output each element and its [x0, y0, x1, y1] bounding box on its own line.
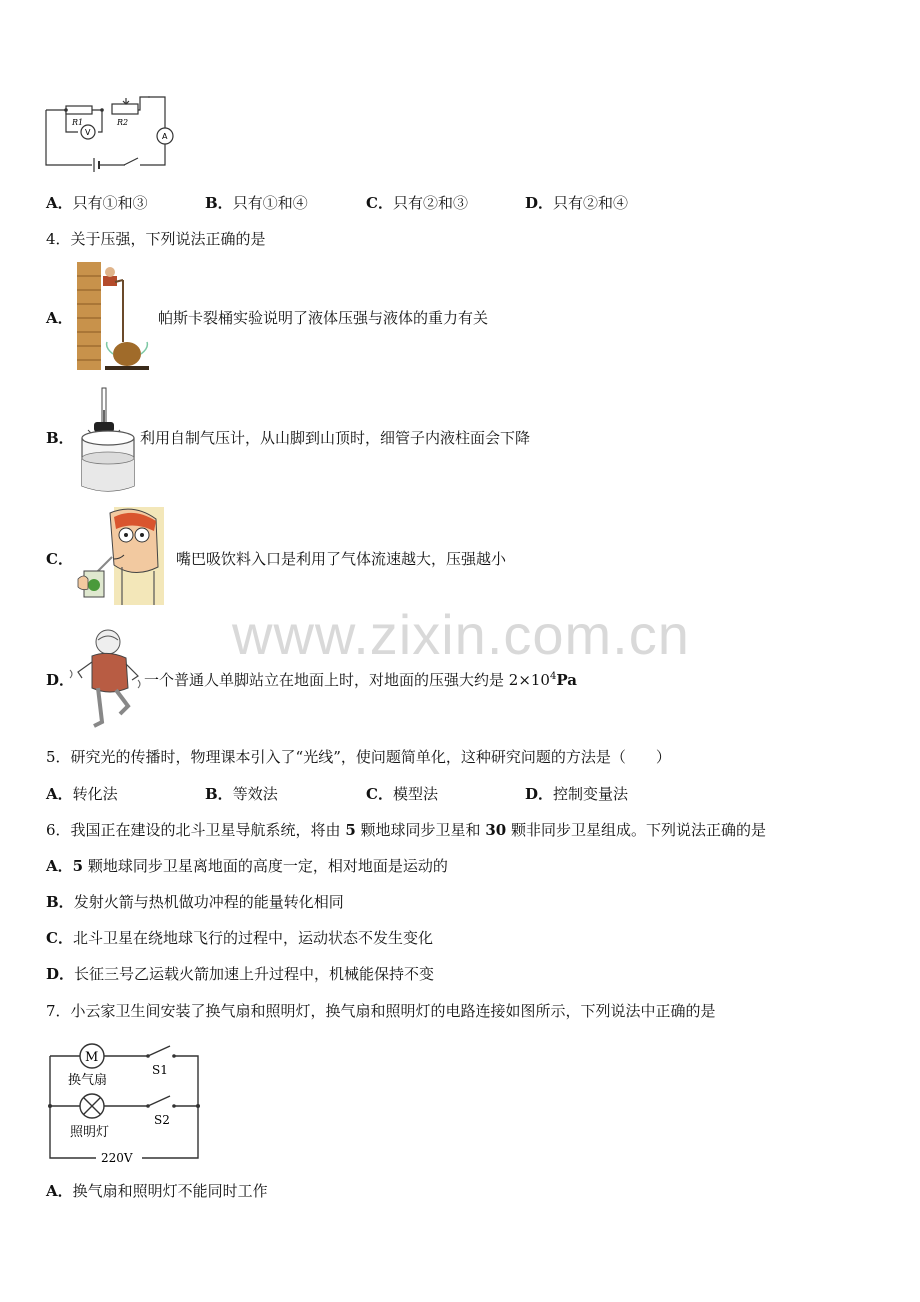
- q3-option-d: D．只有②和④: [525, 194, 629, 212]
- q5-stem: 5．研究光的传播时，物理课本引入了“光线”，使问题简单化，这种研究问题的方法是（ ）: [46, 748, 671, 766]
- r1-label: R1: [72, 118, 84, 127]
- q6-option-a: A．5 颗地球同步卫星离地面的高度一定，相对地面是运动的: [46, 857, 448, 875]
- one-foot-standing-illustration: [68, 626, 142, 732]
- lamp-label: 照明灯: [70, 1125, 110, 1140]
- q4-option-d: D．: [46, 671, 75, 689]
- ammeter-label: A: [162, 132, 168, 141]
- q3-circuit-diagram: [40, 92, 180, 172]
- q4-option-a-text: 帕斯卡裂桶实验说明了液体压强与液体的重力有关: [158, 309, 489, 327]
- q3-option-b: B．只有①和④: [205, 194, 308, 212]
- pascal-barrel-illustration: [77, 262, 151, 372]
- s1-label: S1: [152, 1063, 168, 1077]
- q4-option-c-text: 嘴巴吸饮料入口是利用了气体流速越大，压强越小: [176, 550, 507, 568]
- q5-option-a: A．转化法: [46, 785, 118, 803]
- q4-option-c: C．: [46, 550, 73, 568]
- voltmeter-label: V: [85, 128, 91, 137]
- watermark: www.zixin.com.cn: [232, 603, 690, 666]
- q7-circuit-diagram: [46, 1040, 206, 1166]
- q4-option-a: A．: [46, 309, 73, 327]
- q7-stem: 7．小云家卫生间安装了换气扇和照明灯，换气扇和照明灯的电路连接如图所示，下列说法中正确的是: [46, 1002, 716, 1020]
- q3-option-c: C．只有②和③: [366, 194, 468, 212]
- q6-stem: 6．我国正在建设的北斗卫星导航系统，将由 5 颗地球同步卫星和 30 颗非同步卫星组成。下列说法正确的是: [46, 821, 766, 839]
- s2-label: S2: [154, 1113, 170, 1127]
- q4-option-b: B．: [46, 429, 74, 447]
- q5-option-c: C．模型法: [366, 785, 438, 803]
- q6-option-c: C．北斗卫星在绕地球飞行的过程中，运动状态不发生变化: [46, 929, 433, 947]
- voltage-label: 220V: [101, 1151, 133, 1165]
- q6-option-d: D．长征三号乙运载火箭加速上升过程中，机械能保持不变: [46, 965, 435, 983]
- q4-stem: 4．关于压强，下列说法正确的是: [46, 230, 266, 248]
- q4-option-b-text: 利用自制气压计，从山脚到山顶时，细管子内液柱面会下降: [140, 429, 531, 447]
- q3-option-a: A．只有①和③: [46, 194, 148, 212]
- q5-option-b: B．等效法: [205, 785, 278, 803]
- drinking-straw-illustration: [74, 507, 164, 605]
- fan-label: 换气扇: [68, 1073, 108, 1088]
- r2-label: R2: [117, 118, 129, 127]
- q5-option-d: D．控制变量法: [525, 785, 629, 803]
- q4-option-d-text: 一个普通人单脚站立在地面上时，对地面的压强大约是 $2\times 10^4Pa$: [144, 671, 577, 689]
- q7-option-a: A．换气扇和照明灯不能同时工作: [46, 1182, 268, 1200]
- barometer-illustration: [78, 388, 138, 494]
- motor-symbol: M: [85, 1050, 99, 1065]
- q6-option-b: B．发射火箭与热机做功冲程的能量转化相同: [46, 893, 344, 911]
